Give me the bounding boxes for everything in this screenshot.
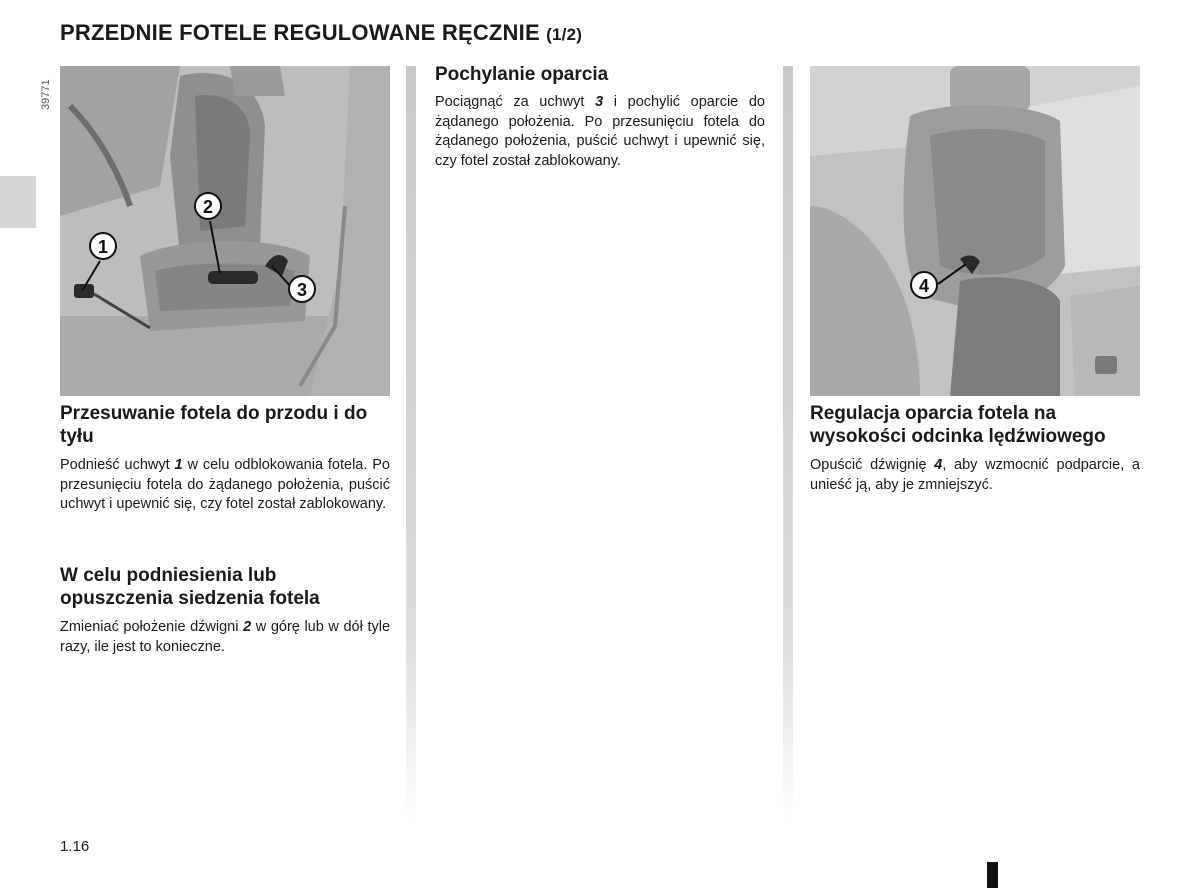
page-edge-marker bbox=[987, 862, 998, 888]
page-number: 1.16 bbox=[60, 838, 90, 855]
section-tab bbox=[0, 176, 36, 228]
callout-3-label: 3 bbox=[296, 280, 308, 300]
lumbar-text-a: Opuścić dźwignię bbox=[810, 457, 935, 473]
lumbar-text bbox=[810, 456, 1140, 495]
lumbar-heading: Regulacja oparcia fotela na wysokości odcinka lędźwiowego bbox=[810, 403, 1106, 447]
callout-3 bbox=[289, 276, 315, 302]
lever-ref: 2 bbox=[243, 619, 252, 635]
slide-text-b: w celu odblokowania fotela. Po przesunięciu fotela do żądanego położenia, puścić uchwyt i upewnić się, czy fotel został zablokowany. bbox=[60, 457, 390, 512]
recline-text bbox=[435, 93, 765, 171]
callout-2-label: 2 bbox=[202, 197, 214, 217]
figure-code: 39771 bbox=[40, 79, 52, 110]
page-title-main: PRZEDNIE FOTELE REGULOWANE RĘCZNIE bbox=[60, 20, 540, 45]
recline-text-b: i pochylić oparcie do żądanego położenia. Po przesunięciu fotela do żądanego położenia, puścić uchwyt i upewnić się, czy fotel został zablokowany. bbox=[435, 94, 765, 169]
slide-heading: Przesuwanie fotela do przodu i do tyłu bbox=[60, 403, 368, 447]
recline-heading: Pochylanie oparcia bbox=[435, 64, 609, 85]
lumbar-support-illustration bbox=[810, 66, 1140, 396]
lumbar-text-b: , aby wzmocnić podparcie, a unieść ją, aby je zmniejszyć. bbox=[810, 457, 1141, 493]
column-divider-right bbox=[783, 66, 793, 820]
page-title bbox=[60, 20, 582, 46]
callout-4 bbox=[911, 272, 937, 298]
callout-1 bbox=[90, 233, 116, 259]
column-divider-left bbox=[406, 66, 416, 820]
lever-ref: 4 bbox=[934, 457, 943, 473]
callout-1-label: 1 bbox=[97, 237, 109, 257]
page-title-part: (1/2) bbox=[546, 25, 583, 44]
handle-ref: 1 bbox=[174, 457, 183, 473]
slide-text-a: Podnieść uchwyt bbox=[60, 457, 175, 473]
seat-controls-illustration bbox=[60, 66, 390, 396]
height-heading: W celu podniesienia lub opuszczenia siedzenia fotela bbox=[60, 565, 320, 609]
recline-text-a: Pociągnąć za uchwyt bbox=[435, 94, 596, 110]
height-text-a: Zmieniać położenie dźwigni bbox=[60, 619, 244, 635]
callout-4-label: 4 bbox=[918, 276, 930, 296]
callout-2 bbox=[195, 193, 221, 219]
slide-text bbox=[60, 456, 390, 515]
height-text bbox=[60, 618, 390, 657]
height-text-b: w górę lub w dół tyle razy, ile jest to konieczne. bbox=[60, 619, 391, 655]
handle-ref: 3 bbox=[595, 94, 604, 110]
